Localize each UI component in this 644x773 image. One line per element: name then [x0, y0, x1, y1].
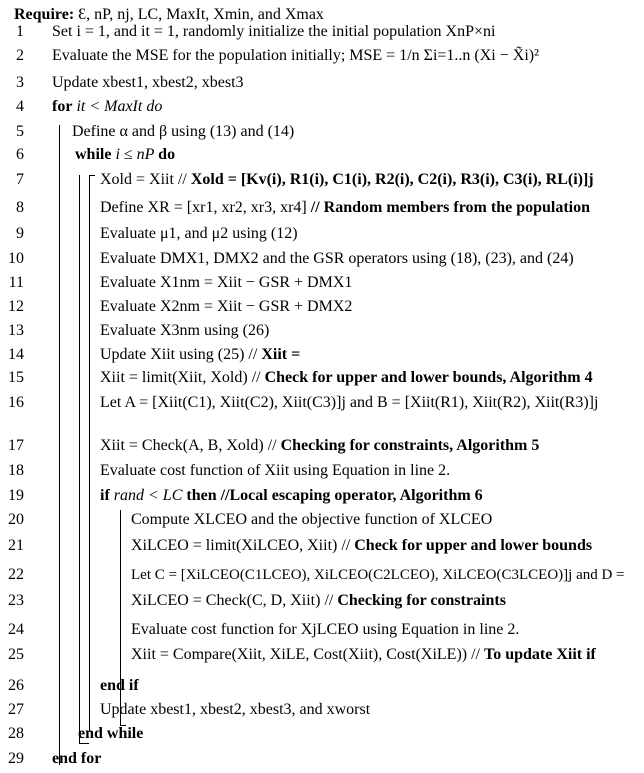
- require-label: Require:: [14, 6, 75, 23]
- line-text: [100, 393, 598, 413]
- line-number: 1: [16, 23, 24, 40]
- line-number: 27: [8, 701, 24, 718]
- statement: Update xbest1, xbest2, xbest3: [52, 74, 244, 91]
- comment: Checking for constraints: [337, 592, 506, 609]
- line-number: 22: [8, 566, 24, 583]
- keyword: if: [100, 487, 110, 504]
- line-text: [78, 724, 143, 744]
- line-text: [52, 22, 495, 42]
- statement: Update xbest1, xbest2, xbest3, and xworst: [100, 701, 371, 718]
- line-text: [52, 46, 539, 66]
- keyword: end if: [100, 677, 139, 694]
- line-text: [131, 620, 519, 640]
- comment: Xiit =: [261, 346, 301, 363]
- statement: XiLCEO = limit(XiLCEO, Xiit) //: [131, 537, 355, 554]
- line-number: 16: [8, 394, 24, 411]
- require-params: Ɛ, nP, nj, LC, MaxIt, Xmin, and Xmax: [78, 6, 324, 23]
- statement: Evaluate cost function of Xiit using Equation in line 2.: [100, 462, 451, 479]
- line-text: [52, 73, 244, 93]
- comment: // Random members from the population: [310, 199, 591, 216]
- line-text: [100, 345, 300, 365]
- keyword: end for: [52, 750, 102, 767]
- statement: Compute XLCEO and the objective function of XLCEO: [131, 511, 493, 528]
- line-number: 12: [8, 298, 24, 315]
- line-text: [52, 97, 162, 117]
- line-text: [100, 297, 352, 317]
- line-number: 29: [8, 750, 24, 767]
- statement: i ≤ nP: [111, 146, 159, 163]
- while-body-rule: [89, 175, 90, 731]
- statement: Let C = [XiLCEO(C1LCEO), XiLCEO(C2LCEO), XiLCEO(C3LCEO)]j and D =: [131, 567, 625, 583]
- line-number: 24: [8, 621, 24, 638]
- line-text: [100, 700, 370, 720]
- statement: it < MaxIt do: [72, 98, 163, 115]
- comment: Check for upper and lower bounds: [354, 537, 593, 554]
- line-number: 11: [8, 274, 24, 291]
- statement: Evaluate μ1, and μ2 using (12): [100, 225, 298, 242]
- line-text: [131, 536, 592, 556]
- line-text: [100, 224, 298, 244]
- line-number: 17: [8, 437, 24, 454]
- line-number: 25: [8, 646, 24, 663]
- comment: Check for upper and lower bounds, Algorithm 4: [264, 369, 593, 386]
- comment: then //Local escaping operator, Algorithm 6: [186, 487, 483, 504]
- statement: Xold = Xiit //: [100, 171, 191, 188]
- line-number: 23: [8, 592, 24, 609]
- while-inner-rule-top: [89, 175, 95, 176]
- line-number: 2: [16, 47, 24, 64]
- line-text: [100, 321, 269, 341]
- line-text: [131, 591, 506, 611]
- line-number: 13: [8, 322, 24, 339]
- statement: Let A = [Xiit(C1), Xiit(C2), Xiit(C3)]j and B = [Xiit(R1), Xiit(R2), Xiit(R3)]j: [100, 394, 599, 411]
- line-text: [100, 486, 483, 506]
- statement: Evaluate X3nm using (26): [100, 322, 270, 339]
- comment: Xold = [Kv(i), R1(i), C1(i), R2(i), C2(i), R3(i), C3(i), RL(i)]j: [190, 171, 594, 188]
- line-text: [100, 198, 590, 218]
- line-text: [75, 145, 175, 165]
- statement: Evaluate X2nm = Xiit − GSR + DMX2: [100, 298, 353, 315]
- line-text: [131, 510, 492, 530]
- statement: rand < LC: [109, 487, 187, 504]
- statement: Xiit = Check(A, B, Xold) //: [100, 437, 281, 454]
- comment: Checking for constraints, Algorithm 5: [280, 437, 540, 454]
- statement: Define XR = [xr1, xr2, xr3, xr4]: [100, 199, 311, 216]
- statement: Evaluate DMX1, DMX2 and the GSR operators using (18), (23), and (24): [100, 250, 574, 267]
- line-number: 14: [8, 346, 24, 363]
- line-number: 10: [8, 250, 24, 267]
- statement: Define α and β using (13) and (14): [72, 123, 295, 140]
- statement: Evaluate cost function for XjLCEO using Equation in line 2.: [131, 621, 520, 638]
- line-number: 26: [8, 677, 24, 694]
- line-number: 15: [8, 369, 24, 386]
- line-number: 4: [16, 98, 24, 115]
- line-number: 9: [16, 225, 24, 242]
- statement: XiLCEO = Check(C, D, Xiit) //: [131, 592, 338, 609]
- line-text: [100, 249, 574, 269]
- line-text: [100, 436, 539, 456]
- line-number: 6: [16, 146, 24, 163]
- line-number: 8: [16, 199, 24, 216]
- line-number: 7: [16, 171, 24, 188]
- for-block-rule: [59, 125, 60, 765]
- line-text: [131, 565, 625, 585]
- statement: Evaluate the MSE for the population initially; MSE = 1/n Σi=1..n (Xi − X̃i)²: [52, 47, 539, 64]
- line-text: [100, 676, 139, 696]
- statement: Xiit = limit(Xiit, Xold) //: [100, 369, 265, 386]
- line-number: 3: [16, 74, 24, 91]
- keyword: for: [52, 98, 73, 115]
- comment: To update Xiit if: [483, 646, 596, 663]
- statement: Set i = 1, and it = 1, randomly initialize the initial population XnP×ni: [52, 23, 496, 40]
- line-text: [52, 749, 101, 769]
- line-text: [100, 170, 594, 190]
- keyword: end while: [78, 725, 144, 742]
- statement: Update Xiit using (25) //: [100, 346, 262, 363]
- line-number: 28: [8, 725, 24, 742]
- while-block-rule: [79, 175, 80, 743]
- statement: Evaluate X1nm = Xiit − GSR + DMX1: [100, 274, 353, 291]
- line-number: 5: [16, 123, 24, 140]
- line-number: 19: [8, 487, 24, 504]
- statement: Xiit = Compare(Xiit, XiLE, Cost(Xiit), Cost(XiLE)) //: [131, 646, 484, 663]
- line-number: 20: [8, 511, 24, 528]
- line-text: [100, 273, 352, 293]
- keyword: do: [158, 146, 176, 163]
- line-number: 18: [8, 462, 24, 479]
- line-text: [131, 645, 596, 665]
- line-text: [100, 368, 593, 388]
- keyword: while: [75, 146, 112, 163]
- line-text: [72, 122, 294, 142]
- line-number: 21: [8, 537, 24, 554]
- line-text: [100, 461, 450, 481]
